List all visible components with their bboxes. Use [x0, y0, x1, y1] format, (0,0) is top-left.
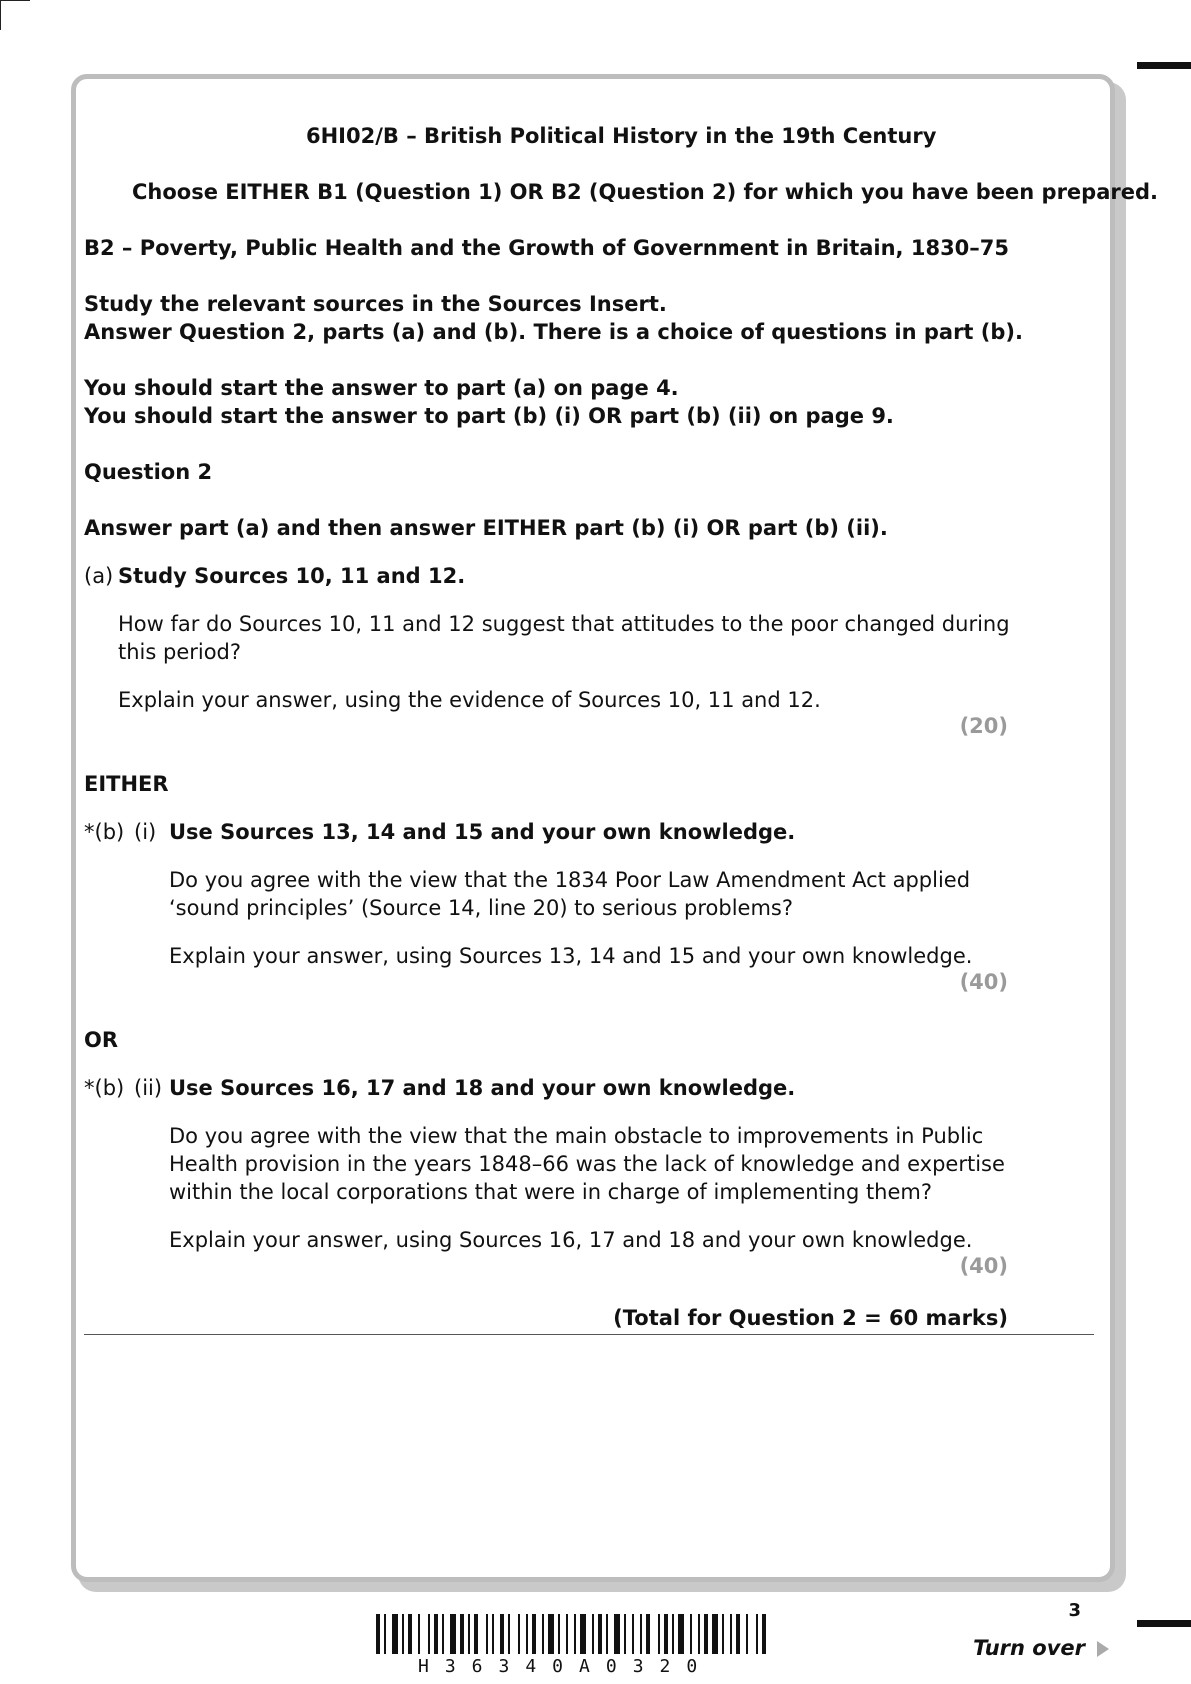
part-b-i-label: *(b) [84, 820, 125, 844]
barcode-text: H36340A0320 [418, 1656, 714, 1677]
choose-instruction: Choose EITHER B1 (Question 1) OR B2 (Question 2) for which you have been prepared. [132, 180, 1158, 204]
part-b-ii-label: *(b) [84, 1076, 125, 1100]
question-total: (Total for Question 2 = 60 marks) [613, 1306, 1008, 1330]
turn-over [973, 1636, 1109, 1660]
paper-title: 6HI02/B – British Political History in the 19th Century [306, 124, 937, 148]
part-a-label: (a) [84, 564, 114, 588]
margin-bar [1137, 62, 1191, 69]
instruction-line: You should start the answer to part (a) on page 4. [84, 376, 679, 400]
part-b-i-question: Do you agree with the view that the 1834 Poor Law Amendment Act applied [169, 868, 971, 892]
or-label: OR [84, 1028, 119, 1052]
instruction-line: Answer Question 2, parts (a) and (b). There is a choice of questions in part (b). [84, 320, 1023, 344]
answer-instruction: Answer part (a) and then answer EITHER part (b) (i) OR part (b) (ii). [84, 516, 888, 540]
either-label: EITHER [84, 772, 169, 796]
part-a-question: this period? [118, 640, 242, 664]
part-a-marks: (20) [959, 714, 1008, 738]
part-b-ii-marks: (40) [959, 1254, 1008, 1278]
part-a-explain: Explain your answer, using the evidence of Sources 10, 11 and 12. [118, 688, 821, 712]
part-a-question: How far do Sources 10, 11 and 12 suggest that attitudes to the poor changed during [118, 612, 1010, 636]
part-b-ii-question: Do you agree with the view that the main obstacle to improvements in Public [169, 1124, 984, 1148]
barcode [376, 1614, 812, 1660]
crop-mark [0, 0, 30, 1]
part-b-i-question: ‘sound principles’ (Source 14, line 20) to serious problems? [169, 896, 794, 920]
part-b-ii-question: within the local corporations that were in charge of implementing them? [169, 1180, 933, 1204]
part-b-i-marks: (40) [959, 970, 1008, 994]
margin-bar [1137, 1620, 1191, 1627]
arrow-right-icon [1097, 1641, 1109, 1657]
total-rule [84, 1334, 1094, 1335]
part-b-i-explain: Explain your answer, using Sources 13, 14 and 15 and your own knowledge. [169, 944, 973, 968]
part-b-i-sublabel: (i) [134, 820, 157, 844]
part-b-i-heading: Use Sources 13, 14 and 15 and your own knowledge. [169, 820, 796, 844]
question-heading: Question 2 [84, 460, 213, 484]
section-title: B2 – Poverty, Public Health and the Growth of Government in Britain, 1830–75 [84, 236, 1010, 260]
instruction-line: You should start the answer to part (b) (i) OR part (b) (ii) on page 9. [84, 404, 894, 428]
instruction-line: Study the relevant sources in the Sources Insert. [84, 292, 667, 316]
part-a-heading: Study Sources 10, 11 and 12. [118, 564, 466, 588]
page-number: 3 [1068, 1600, 1081, 1621]
crop-mark [0, 0, 1, 30]
part-b-ii-explain: Explain your answer, using Sources 16, 17 and 18 and your own knowledge. [169, 1228, 973, 1252]
part-b-ii-sublabel: (ii) [134, 1076, 163, 1100]
turn-over-label: Turn over [973, 1636, 1085, 1660]
part-b-ii-question: Health provision in the years 1848–66 was the lack of knowledge and expertise [169, 1152, 1005, 1176]
part-b-ii-heading: Use Sources 16, 17 and 18 and your own knowledge. [169, 1076, 796, 1100]
